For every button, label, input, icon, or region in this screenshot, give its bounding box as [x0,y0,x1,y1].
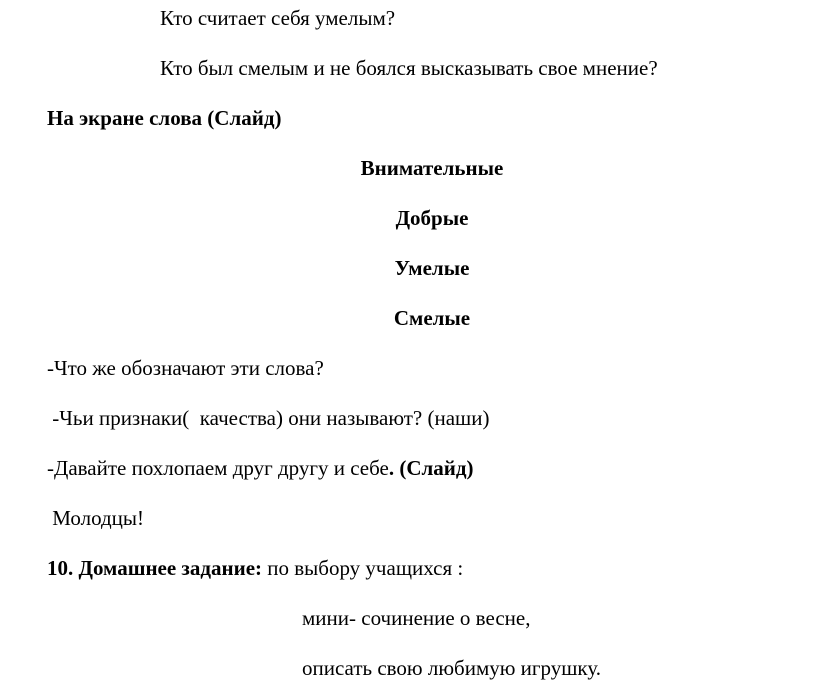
homework-option: описать свою любимую игрушку. [302,656,601,680]
dialogue-line: -Что же обозначают эти слова? [47,356,324,380]
dialogue-text: -Давайте похлопаем друг другу и себе [47,456,389,480]
question-line: Кто считает себя умелым? [160,6,396,30]
homework-label: 10. Домашнее задание: [47,556,263,580]
praise-line: Молодцы! [47,506,145,530]
question-line: Кто был смелым и не боялся высказывать свое мнение? [160,56,658,80]
homework-line [47,555,463,581]
slide-heading: На экране слова (Слайд) [47,106,282,130]
slide-marker: . (Слайд) [388,456,474,480]
dialogue-line [47,455,474,481]
homework-text: по выбору учащихся : [262,556,464,580]
word-item: Умелые [394,256,470,280]
homework-option: мини- сочинение о весне, [302,606,531,630]
word-item: Добрые [395,206,469,230]
word-item: Смелые [393,306,471,330]
dialogue-line: -Чьи признаки( качества) они называют? (наши) [47,406,490,430]
word-item: Внимательные [360,156,504,180]
